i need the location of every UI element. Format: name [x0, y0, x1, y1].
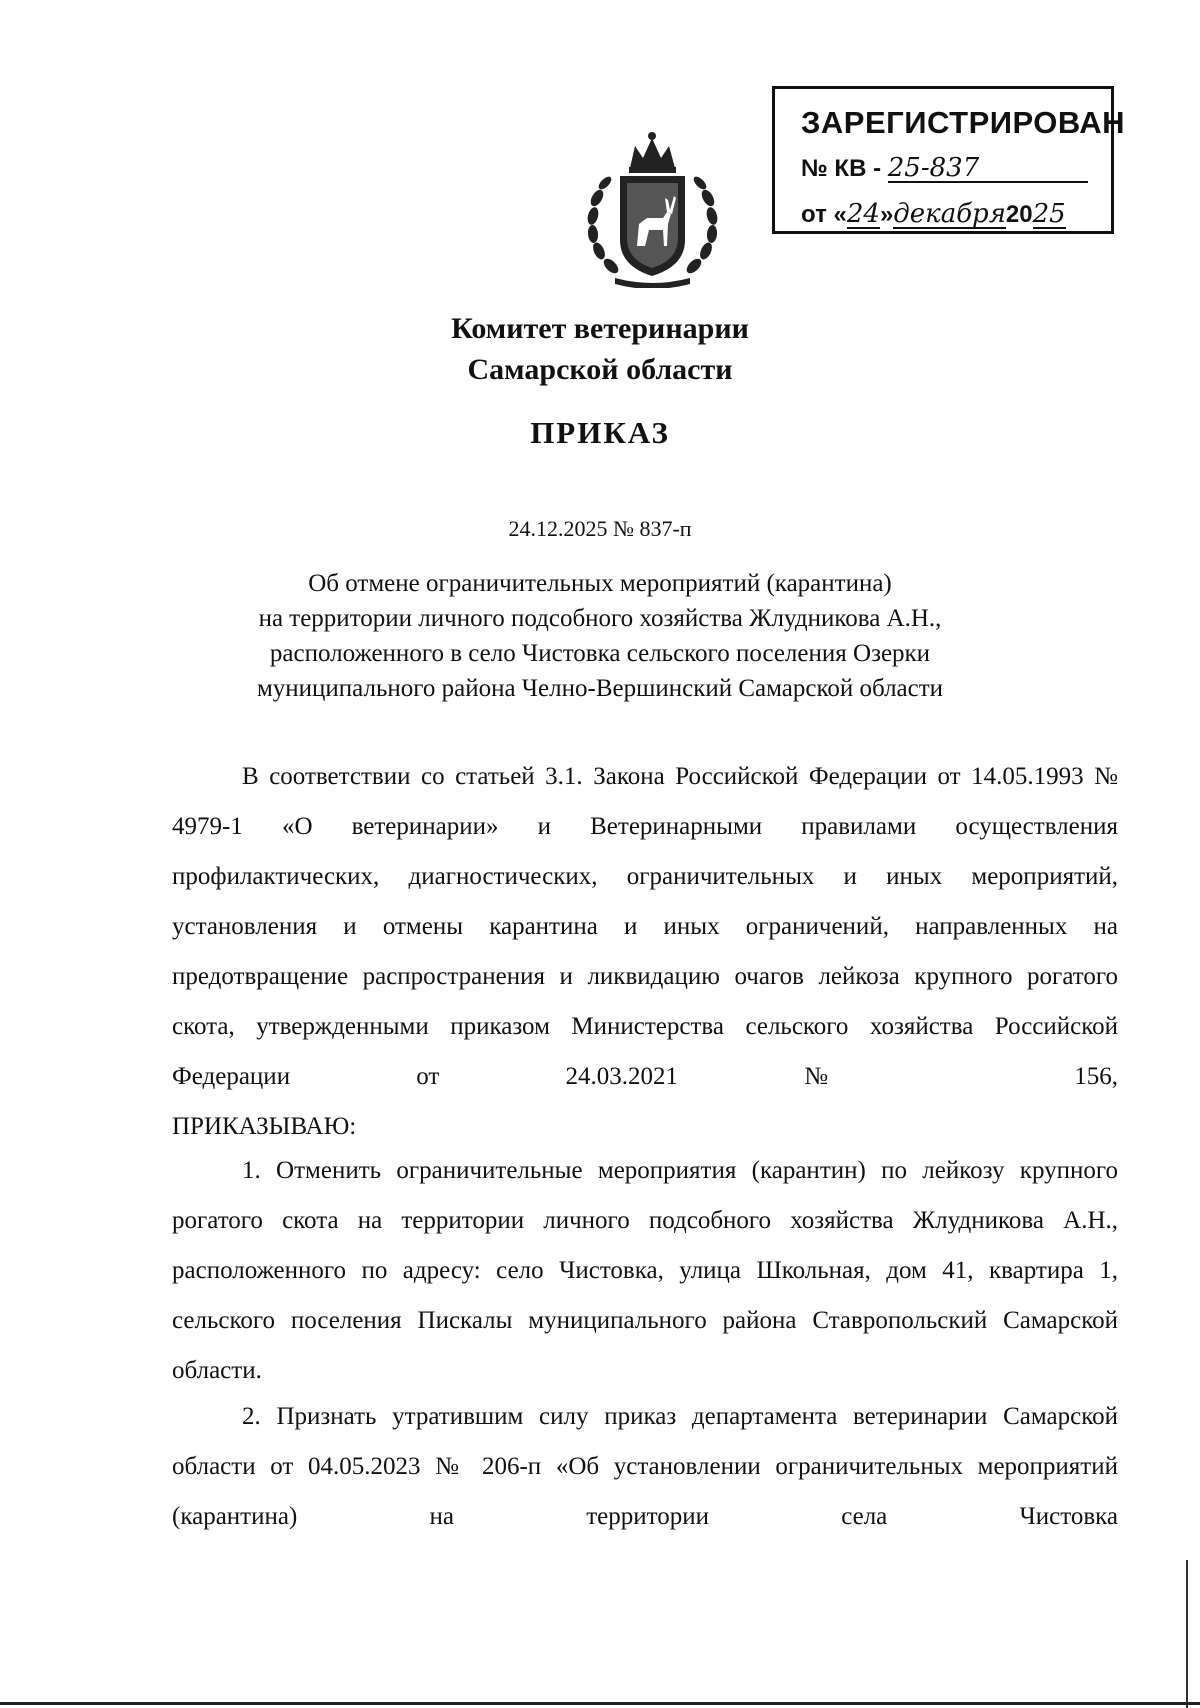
preamble-paragraph: В соответствии со статьей 3.1. Закона Российской Федерации от 14.05.1993 № 4979-1 «О ветеринарии» и Ветеринарными правилами осуществления профилактических, диагностических, ограничительных и иных мероприятий, установления и отмены карантина и иных ограничений, направленных на предотвращение распространения и ликвидацию очагов лейкоза крупного рогатого скота, утвержденными приказом Министерства сельского хозяйства Российской Федерации от 24.03.2021 № 156, [172, 763, 1118, 1090]
document-date-number: 24.12.2025 № 837-п [508, 516, 692, 541]
document-type-title: ПРИКАЗ [530, 415, 670, 450]
order-item-1-block [172, 1146, 1118, 1396]
stamp-number-line [801, 155, 1088, 183]
preamble-block [172, 752, 1118, 1152]
scan-edge-right [1186, 1560, 1188, 1708]
subject-line4: муниципального района Челно-Вершинский Самарской области [256, 675, 944, 702]
stamp-number-handwritten: 25-837 [887, 153, 980, 183]
stamp-year-handwritten: 25 [1032, 199, 1066, 229]
organization-name-line1: Комитет ветеринарии [451, 312, 749, 345]
registration-stamp [772, 86, 1126, 234]
document-subject [0, 566, 1200, 706]
stamp-month-separator: » [879, 201, 894, 228]
order-item-2-block [172, 1392, 1118, 1542]
subject-line3: расположенного в село Чистовка сельского поселения Озерки [269, 640, 931, 667]
organization-name-line2: Самарской области [467, 353, 733, 387]
stamp-date-prefix: от « [801, 201, 847, 228]
stamp-year-prefix: 20 [1005, 201, 1033, 228]
stamp-title: ЗАРЕГИСТРИРОВАН [801, 105, 1126, 140]
stamp-month-handwritten: декабря [893, 199, 1006, 229]
stamp-number-prefix: № КВ - [801, 155, 882, 182]
subject-line2: на территории личного подсобного хозяйства Жлудникова А.Н., [258, 605, 942, 632]
order-word: ПРИКАЗЫВАЮ: [172, 1113, 357, 1140]
stamp-number-field [888, 155, 1088, 183]
subject-line1: Об отмене ограничительных мероприятий (карантина) [308, 570, 892, 597]
coat-of-arms-emblem [575, 128, 730, 288]
order-item-1: 1. Отменить ограничительные мероприятия (карантин) по лейкозу крупного рогатого скота на территории личного подсобного хозяйства Жлудникова А.Н., расположенного по адресу: село Чистовка, улица Школьная, дом 41, квартира 1, сельского поселения Пискалы муниципального района Ставропольский Самарской области. [172, 1157, 1118, 1384]
scan-edge-bottom [0, 1702, 1200, 1705]
stamp-day-handwritten: 24 [846, 199, 880, 229]
organization-name [0, 308, 1200, 391]
order-item-2: 2. Признать утратившим силу приказ департамента ветеринарии Самарской области от 04.05.2023 № 206-п «Об установлении ограничительных мероприятий (карантина) на территории села Чистовка [172, 1403, 1118, 1530]
stamp-date-line [801, 201, 1066, 229]
